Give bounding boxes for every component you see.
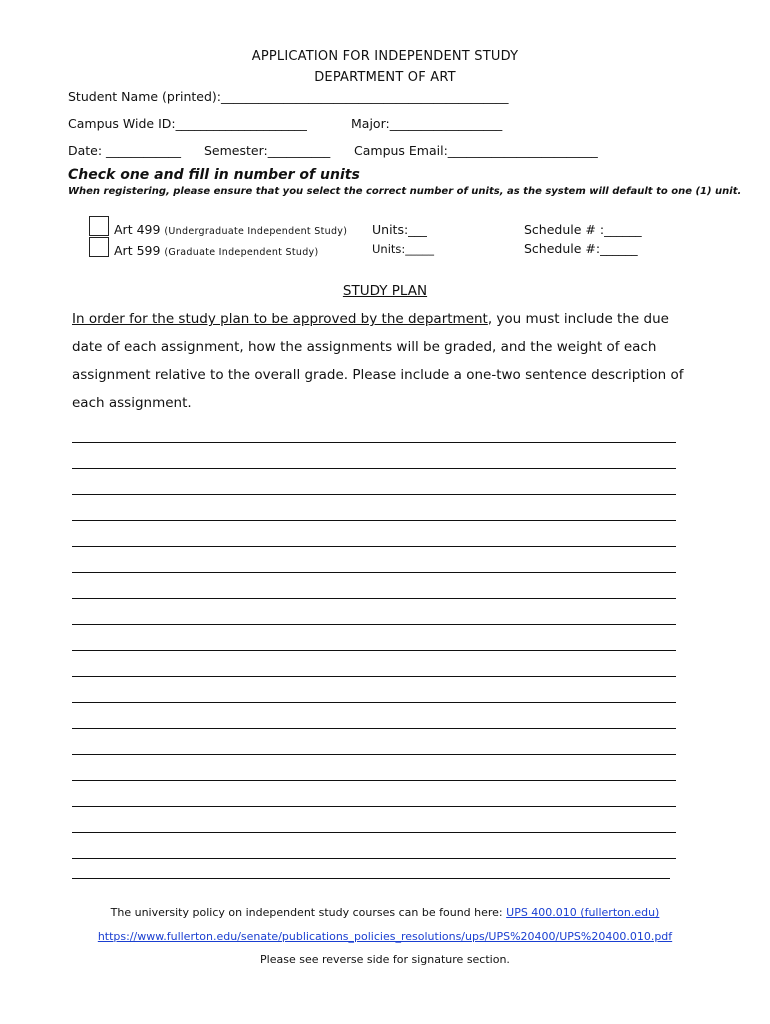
study-plan-line[interactable] bbox=[72, 728, 676, 729]
study-plan-line[interactable] bbox=[72, 624, 676, 625]
study-plan-line[interactable] bbox=[72, 442, 676, 443]
units-heading: Check one and fill in number of units bbox=[68, 167, 360, 183]
art-499-checkbox[interactable] bbox=[89, 216, 109, 236]
policy-link[interactable]: UPS 400.010 (fullerton.edu) bbox=[506, 906, 660, 919]
art-499-schedule-field[interactable]: Schedule # :______ bbox=[524, 222, 642, 237]
instructions-underlined: In order for the study plan to be approved by the department bbox=[72, 311, 488, 327]
art-599-label: Art 599 bbox=[114, 243, 161, 258]
policy-url-line bbox=[0, 930, 770, 943]
study-plan-line[interactable] bbox=[72, 702, 676, 703]
study-plan-line[interactable] bbox=[72, 878, 670, 879]
study-plan-line[interactable] bbox=[72, 520, 676, 521]
form-title: APPLICATION FOR INDEPENDENT STUDY bbox=[251, 49, 519, 64]
study-plan-heading-wrap bbox=[0, 283, 770, 299]
study-plan-heading: STUDY PLAN bbox=[342, 283, 428, 299]
student-name-field[interactable]: Student Name (printed):______________________________________________ bbox=[68, 89, 509, 104]
art-599-schedule-field[interactable]: Schedule #:______ bbox=[524, 241, 638, 256]
study-plan-line[interactable] bbox=[72, 572, 676, 573]
policy-text: The university policy on independent study courses can be found here: bbox=[110, 906, 507, 919]
study-plan-line[interactable] bbox=[72, 858, 676, 859]
art-599-checkbox[interactable] bbox=[89, 237, 109, 257]
art-499-label: Art 499 bbox=[114, 222, 161, 237]
study-plan-line[interactable] bbox=[72, 832, 676, 833]
date-field[interactable]: Date: ____________ bbox=[68, 143, 182, 158]
study-plan-line[interactable] bbox=[72, 676, 676, 677]
study-plan-instructions bbox=[72, 305, 692, 417]
campus-id-field[interactable]: Campus Wide ID:_____________________ bbox=[68, 116, 307, 131]
study-plan-line[interactable] bbox=[72, 650, 676, 651]
art-599-desc: (Graduate Independent Study) bbox=[164, 247, 319, 258]
art-499-option bbox=[114, 222, 347, 237]
art-599-option bbox=[114, 243, 318, 258]
art-499-desc: (Undergraduate Independent Study) bbox=[164, 226, 348, 237]
study-plan-line[interactable] bbox=[72, 546, 676, 547]
study-plan-line[interactable] bbox=[72, 754, 676, 755]
reverse-side-note: Please see reverse side for signature section. bbox=[260, 953, 510, 966]
policy-line bbox=[0, 906, 770, 919]
study-plan-line[interactable] bbox=[72, 468, 676, 469]
semester-field[interactable]: Semester:__________ bbox=[204, 143, 331, 158]
instructions-rest: , you must include the due date of each assignment, how the assignments will be graded, and the weight of each assignment relative to the overall grade. Please include a one-two sentence description of each assignment. bbox=[72, 311, 684, 411]
study-plan-line[interactable] bbox=[72, 494, 676, 495]
policy-url-link[interactable]: https://www.fullerton.edu/senate/publications_policies_resolutions/ups/UPS%20400/UPS%20400.010.pdf bbox=[97, 930, 673, 943]
study-plan-line[interactable] bbox=[72, 598, 676, 599]
campus-email-field[interactable]: Campus Email:________________________ bbox=[354, 143, 598, 158]
art-599-units-field[interactable]: Units:_____ bbox=[372, 242, 435, 256]
art-499-units-field[interactable]: Units:___ bbox=[372, 222, 427, 237]
study-plan-line[interactable] bbox=[72, 780, 676, 781]
study-plan-line[interactable] bbox=[72, 806, 676, 807]
units-note: When registering, please ensure that you select the correct number of units, as the system will default to one (1) unit. bbox=[68, 186, 742, 197]
major-field[interactable]: Major:__________________ bbox=[351, 116, 503, 131]
department-title: DEPARTMENT OF ART bbox=[314, 70, 456, 85]
